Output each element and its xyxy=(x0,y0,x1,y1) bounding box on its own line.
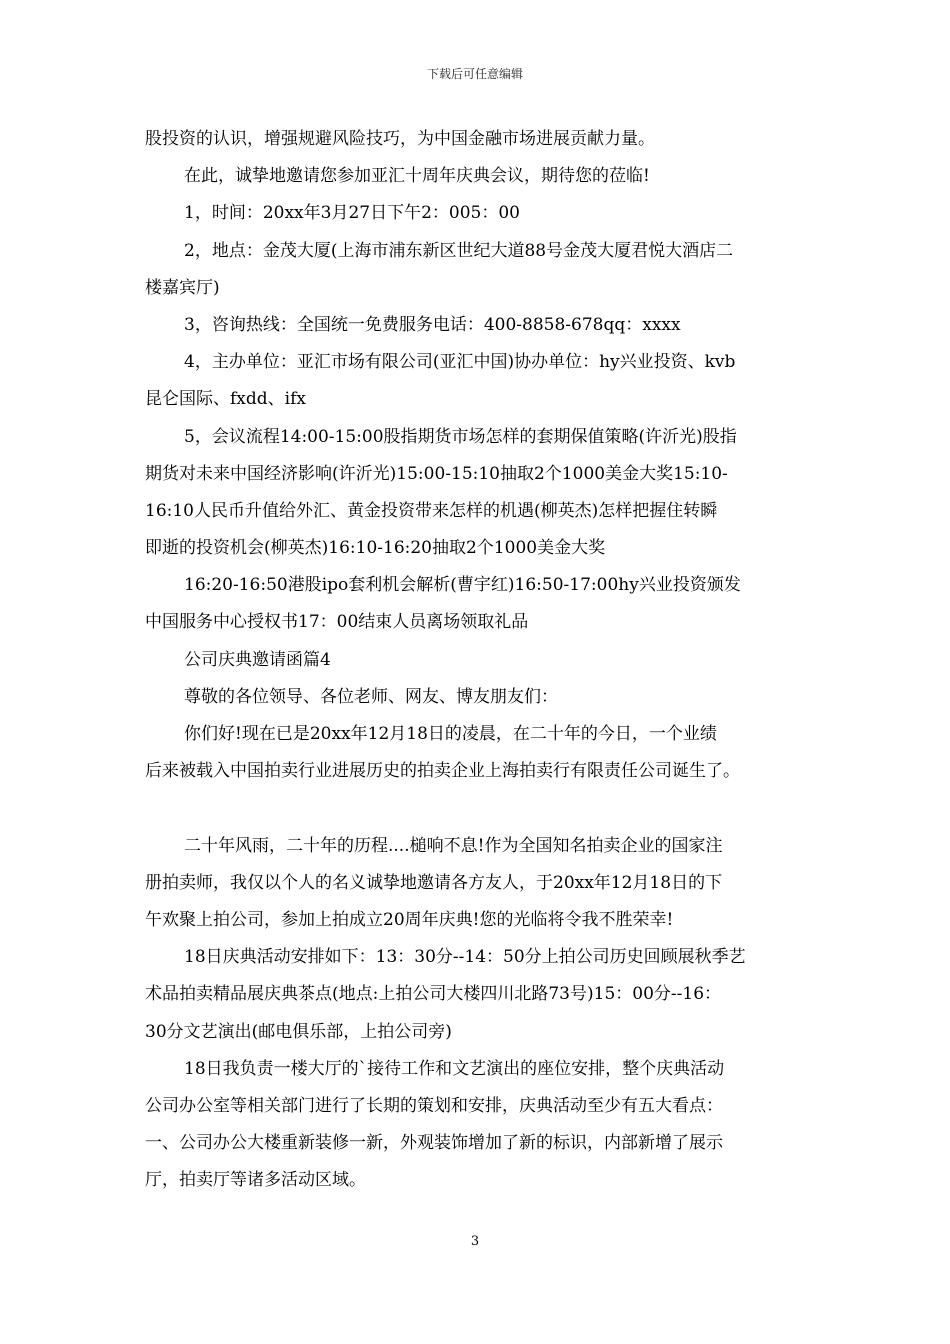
document-body xyxy=(145,121,815,1199)
text-line: 18日庆典活动安排如下：13：30分--14：50分上拍公司历史回顾展秋季艺 xyxy=(184,947,746,968)
text-line: 1，时间：20xx年3月27日下午2：005：00 xyxy=(184,203,520,224)
text-line: 二十年风雨，二十年的历程....槌响不息!作为全国知名拍卖企业的国家注 xyxy=(184,835,723,856)
text-line: 18日我负责一楼大厅的`接待工作和文艺演出的座位安排，整个庆典活动 xyxy=(184,1058,725,1079)
text-line: 公司办公室等相关部门进行了长期的策划和安排，庆典活动至少有五大看点： xyxy=(145,1095,723,1116)
text-line: 在此，诚挚地邀请您参加亚汇十周年庆典会议，期待您的莅临! xyxy=(184,166,650,187)
text-line: 楼嘉宾厅) xyxy=(145,277,220,298)
text-line: 期货对未来中国经济影响(许沂光)15:00-15:10抽取2个1000美金大奖15:10- xyxy=(145,463,728,484)
text-line: 即逝的投资机会(柳英杰)16:10-16:20抽取2个1000美金大奖 xyxy=(145,538,606,559)
text-line: 厅，拍卖厅等诸多活动区域。 xyxy=(145,1170,366,1191)
text-line: 16:20-16:50港股ipo套利机会解析(曹宇红)16:50-17:00hy兴业投资颁发 xyxy=(184,575,741,596)
text-line: 3，咨询热线：全国统一免费服务电话：400-8858-678qq：xxxx xyxy=(184,314,681,335)
text-line: 4，主办单位：亚汇市场有限公司(亚汇中国)协办单位：hy兴业投资、kvb xyxy=(184,352,736,373)
text-line: 16:10人民币升值给外汇、黄金投资带来怎样的机遇(柳英杰)怎样把握住转瞬 xyxy=(145,500,718,521)
text-line: 午欢聚上拍公司，参加上拍成立20周年庆典!您的光临将令我不胜荣幸! xyxy=(145,909,674,930)
text-line: 股投资的认识，增强规避风险技巧，为中国金融市场进展贡献力量。 xyxy=(145,129,655,149)
text-line: 一、公司办公大楼重新装修一新，外观装饰增加了新的标识，内部新增了展示 xyxy=(145,1133,723,1154)
text-line: 5，会议流程14:00-15:00股指期货市场怎样的套期保值策略(许沂光)股指 xyxy=(184,426,737,447)
text-line: 后来被载入中国拍卖行业进展历史的拍卖企业上海拍卖行有限责任公司诞生了。 xyxy=(145,761,740,782)
text-line: 你们好!现在已是20xx年12月18日的凌晨，在二十年的今日，一个业绩 xyxy=(184,724,717,744)
section-heading: 公司庆典邀请函篇4 xyxy=(184,649,331,670)
page-header: 下载后可任意编辑 xyxy=(426,67,523,81)
salutation: 尊敬的各位领导、各位老师、网友、博友朋友们： xyxy=(184,686,558,707)
text-line: 中国服务中心授权书17：00结束人员离场领取礼品 xyxy=(145,612,529,633)
text-line: 2，地点：金茂大厦(上海市浦东新区世纪大道88号金茂大厦君悦大酒店二 xyxy=(184,240,734,261)
paragraph-gap xyxy=(145,790,815,827)
text-line: 术品拍卖精品展庆典茶点(地点:上拍公司大楼四川北路73号)15：00分--16： xyxy=(145,984,722,1005)
text-line: 昆仑国际、fxdd、ifx xyxy=(145,389,306,410)
text-line: 30分文艺演出(邮电俱乐部，上拍公司旁) xyxy=(145,1021,452,1042)
text-line: 册拍卖师，我仅以个人的名义诚挚地邀请各方友人，于20xx年12月18日的下 xyxy=(145,872,723,893)
page-number: 3 xyxy=(470,1234,480,1249)
